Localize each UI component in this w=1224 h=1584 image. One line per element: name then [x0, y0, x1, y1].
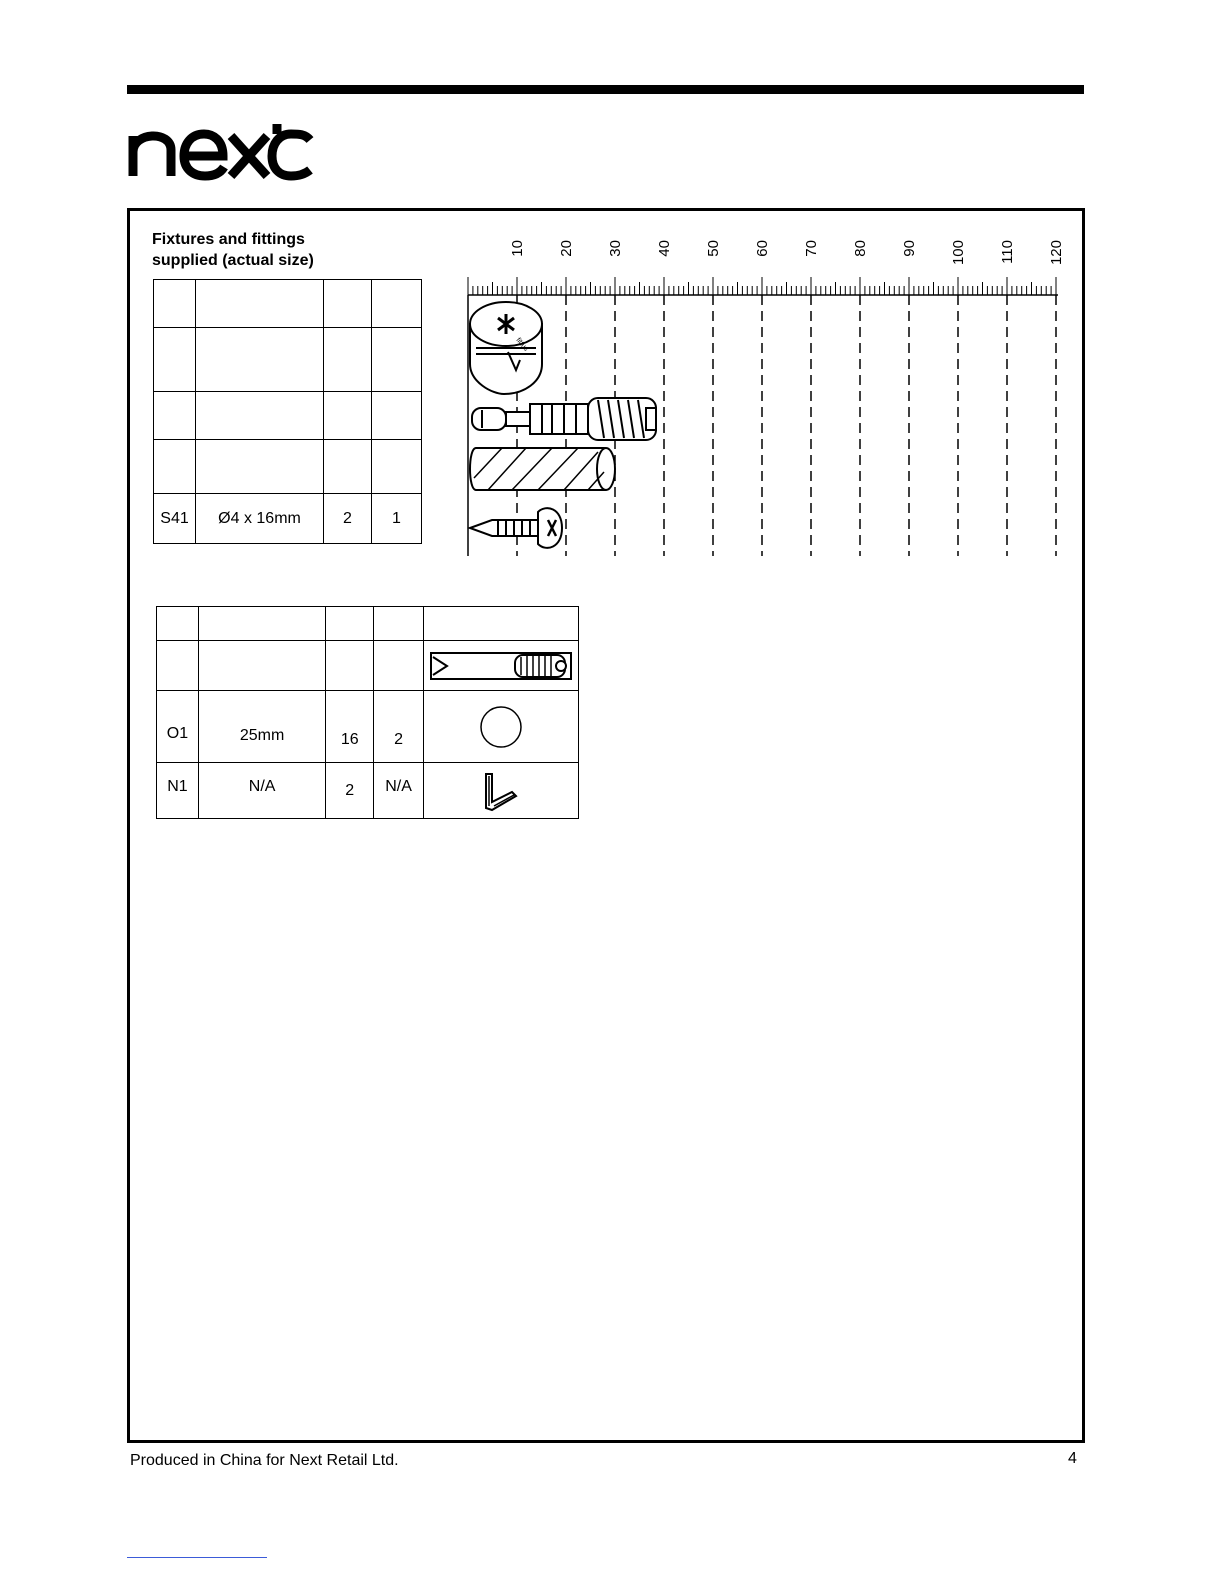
cam-lock-icon [470, 302, 542, 394]
code-cell: N1 [157, 763, 199, 819]
table-row [157, 763, 579, 819]
title-line-2: supplied (actual size) [152, 252, 314, 269]
size-cell [196, 440, 324, 494]
code-cell [154, 328, 196, 392]
size-cell: 25mm [198, 691, 325, 763]
code-cell: O1 [157, 691, 199, 763]
size-cell: N/A [198, 763, 325, 819]
qty-cell: 2 [326, 763, 374, 819]
section-title [152, 229, 314, 271]
ruler-label: 50 [705, 240, 722, 257]
image-cell [424, 691, 579, 763]
ruler-label: 90 [901, 240, 918, 257]
spare-cell: N/A [374, 763, 424, 819]
fixtures-table [153, 279, 422, 544]
qty-cell [324, 280, 372, 328]
code-cell [154, 280, 196, 328]
spare-cell: 2 [374, 691, 424, 763]
cam-bolt-icon [472, 398, 656, 440]
code-cell [157, 607, 199, 641]
ruler-label: 40 [656, 240, 673, 257]
actual-size-ruler [462, 232, 1072, 562]
image-cell [424, 607, 579, 641]
ruler-label: 30 [607, 240, 624, 257]
ruler-ticks [468, 277, 1056, 295]
qty-cell [324, 328, 372, 392]
cover-cap-icon [476, 702, 526, 752]
ruler-label: 80 [852, 240, 869, 257]
ruler-label: 110 [999, 240, 1016, 264]
size-cell [198, 641, 325, 691]
table-row [154, 494, 422, 544]
spare-cell [372, 328, 422, 392]
qty-cell: 16 [326, 691, 374, 763]
table-row [154, 328, 422, 392]
l-bracket-icon [476, 768, 526, 814]
size-cell [196, 328, 324, 392]
image-cell [424, 763, 579, 819]
title-line-1: Fixtures and fittings [152, 231, 305, 248]
header-rule [127, 85, 1084, 94]
ruler-label: 10 [509, 240, 526, 257]
code-cell [154, 392, 196, 440]
next-logo [127, 112, 317, 187]
parts-table [156, 606, 579, 819]
ruler-label: 120 [1048, 240, 1065, 266]
table-row [157, 691, 579, 763]
table-row [157, 641, 579, 691]
code-cell: S41 [154, 494, 196, 544]
table-row [154, 280, 422, 328]
ruler-label: 60 [754, 240, 771, 257]
size-cell: Ø4 x 16mm [196, 494, 324, 544]
spare-cell [372, 440, 422, 494]
spare-cell [372, 280, 422, 328]
qty-cell [324, 392, 372, 440]
spare-cell [374, 607, 424, 641]
ruler-label: 70 [803, 240, 820, 257]
size-cell [198, 607, 325, 641]
ruler-labels [509, 240, 1065, 265]
qty-cell [324, 440, 372, 494]
ruler-label: 100 [950, 240, 967, 266]
qty-cell [326, 607, 374, 641]
image-cell [424, 641, 579, 691]
table-row [154, 440, 422, 494]
producer-note: Produced in China for Next Retail Ltd. [130, 1452, 399, 1469]
spare-cell [374, 641, 424, 691]
allen-key-icon [427, 649, 575, 683]
code-cell [154, 440, 196, 494]
spare-cell [372, 392, 422, 440]
size-cell [196, 392, 324, 440]
table-row [157, 607, 579, 641]
bottom-link-underline [127, 1557, 267, 1558]
code-cell [157, 641, 199, 691]
qty-cell [326, 641, 374, 691]
size-cell [196, 280, 324, 328]
screw-icon [470, 508, 562, 548]
svg-text:fittus: fittus [514, 336, 530, 353]
table-row [154, 392, 422, 440]
dowel-icon [470, 448, 615, 490]
spare-cell: 1 [372, 494, 422, 544]
page-number: 4 [1068, 1450, 1077, 1467]
qty-cell: 2 [324, 494, 372, 544]
ruler-label: 20 [558, 240, 575, 257]
